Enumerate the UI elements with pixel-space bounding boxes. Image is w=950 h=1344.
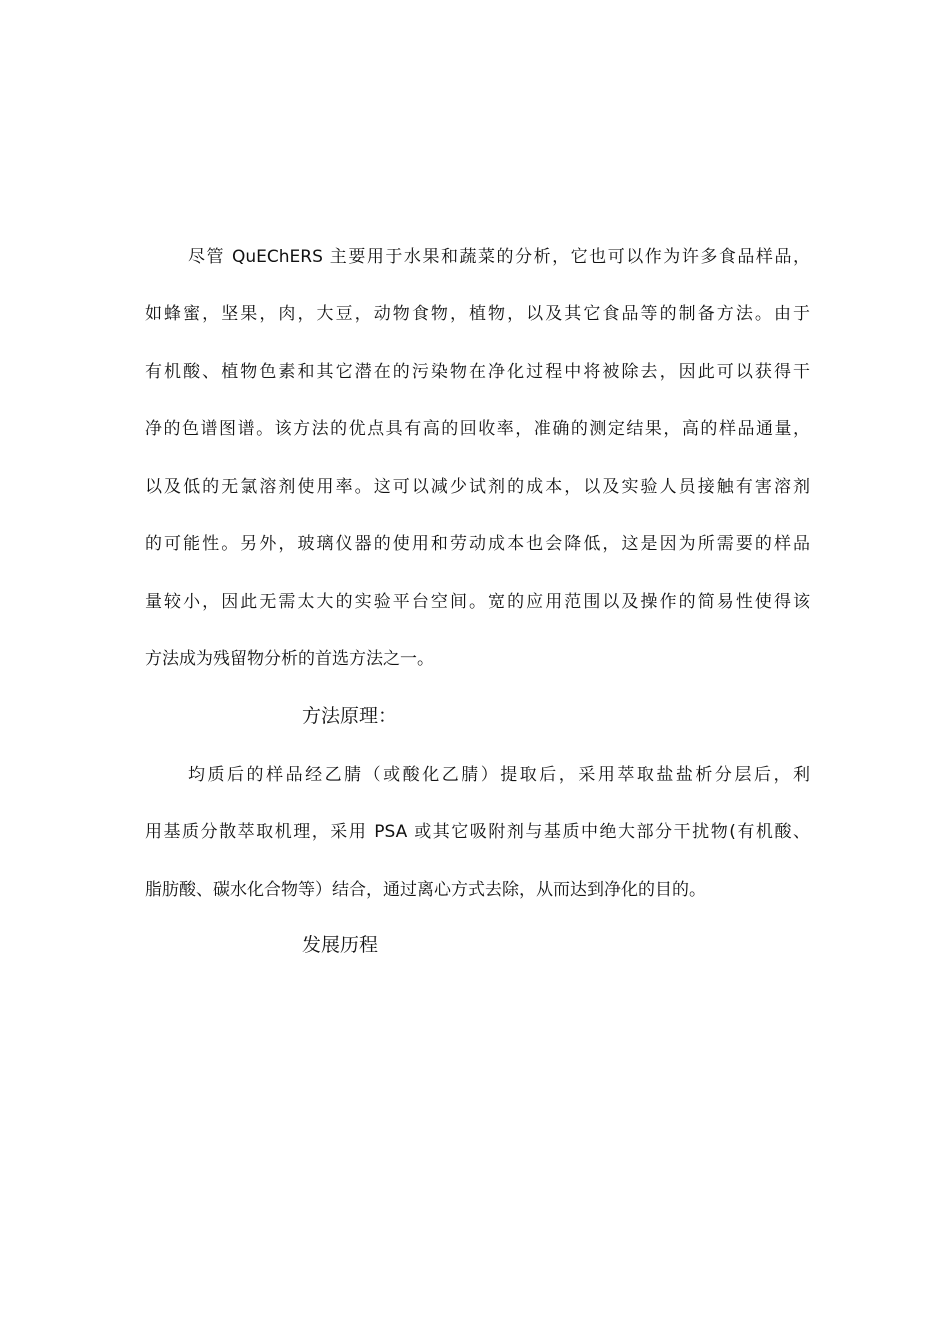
paragraph-2-line: 的可能性。另外，玻璃仪器的使用和劳动成本也会降低，这是因为所需要的样品 [145,534,810,554]
paragraph-3-line: 均质后的样品经乙腈（或酸化乙腈）提取后，采用萃取盐盐析分层后，利 [188,765,810,785]
paragraph-2-line: 方法成为残留物分析的首选方法之一。 [145,649,434,669]
paragraph-3-line: 脂肪酸、碳水化合物等）结合，通过离心方式去除，从而达到净化的目的。 [145,880,706,900]
section-heading-history: 发展历程 [302,934,379,956]
paragraph-2-line: 尽管 QuEChERS 主要用于水果和蔬菜的分析，它也可以作为许多食品样品， [188,247,810,267]
paragraph-2-line: 净的色谱图谱。该方法的优点具有高的回收率，准确的测定结果，高的样品通量， [145,419,810,439]
paragraph-3-line: 用基质分散萃取机理，采用 PSA 或其它吸附剂与基质中绝大部分干扰物(有机酸、 [145,822,810,842]
paragraph-2-line: 有机酸、植物色素和其它潜在的污染物在净化过程中将被除去，因此可以获得干 [145,362,810,382]
section-heading-principle: 方法原理： [302,705,398,727]
paragraph-2-line: 量较小，因此无需太大的实验平台空间。宽的应用范围以及操作的简易性使得该 [145,592,810,612]
paragraph-2-line: 如蜂蜜，坚果，肉，大豆，动物食物，植物，以及其它食品等的制备方法。由于 [145,304,810,324]
paragraph-2-line: 以及低的无氯溶剂使用率。这可以减少试剂的成本，以及实验人员接触有害溶剂 [145,477,810,497]
